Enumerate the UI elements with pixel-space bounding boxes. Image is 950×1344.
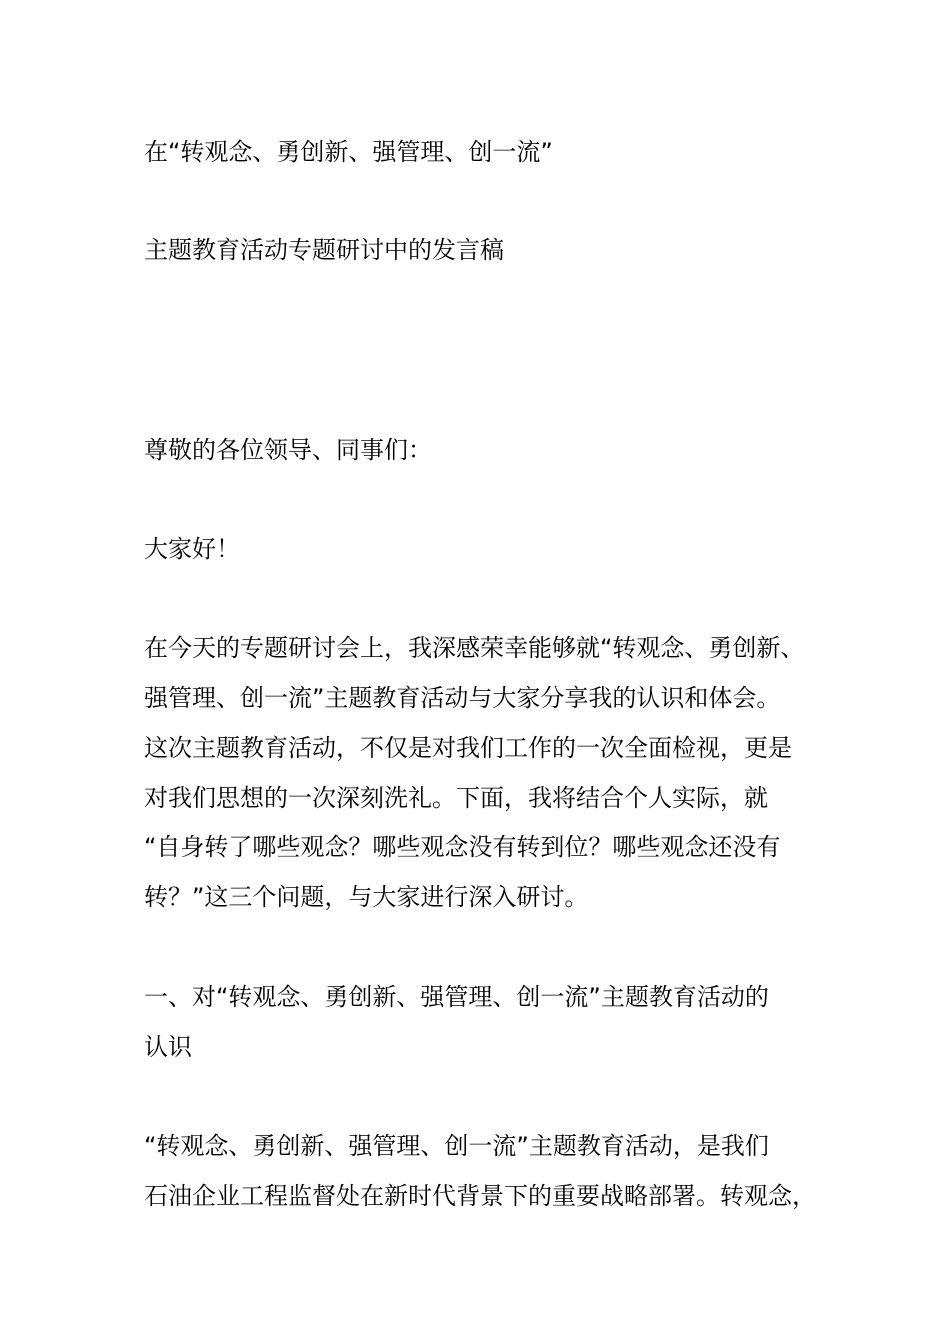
section-1-heading-line: 认识	[144, 1033, 192, 1061]
title-line-1: 在“转观念、勇创新、强管理、创一流”	[144, 138, 553, 166]
paragraph-1-line: “自身转了哪些观念？哪些观念没有转到位？哪些观念还没有	[144, 833, 781, 861]
salutation: 尊敬的各位领导、同事们：	[144, 436, 432, 464]
paragraph-1-line: 在今天的专题研讨会上，我深感荣幸能够就“转观念、勇创新、	[144, 634, 805, 662]
section-1-heading-line: 一、对“转观念、勇创新、强管理、创一流”主题教育活动的	[144, 983, 769, 1011]
paragraph-2-line: 石油企业工程监督处在新时代背景下的重要战略部署。转观念，	[144, 1182, 816, 1210]
greeting: 大家好！	[144, 535, 240, 563]
paragraph-2-line: “转观念、勇创新、强管理、创一流”主题教育活动，是我们	[144, 1132, 769, 1160]
title-line-2: 主题教育活动专题研讨中的发言稿	[144, 236, 504, 264]
paragraph-1-line: 转？”这三个问题，与大家进行深入研讨。	[144, 883, 589, 911]
paragraph-1-line: 对我们思想的一次深刻洗礼。下面，我将结合个人实际，就	[144, 784, 768, 812]
paragraph-1-line: 强管理、创一流”主题教育活动与大家分享我的认识和体会。	[144, 684, 781, 712]
paragraph-1-line: 这次主题教育活动，不仅是对我们工作的一次全面检视，更是	[144, 734, 792, 762]
